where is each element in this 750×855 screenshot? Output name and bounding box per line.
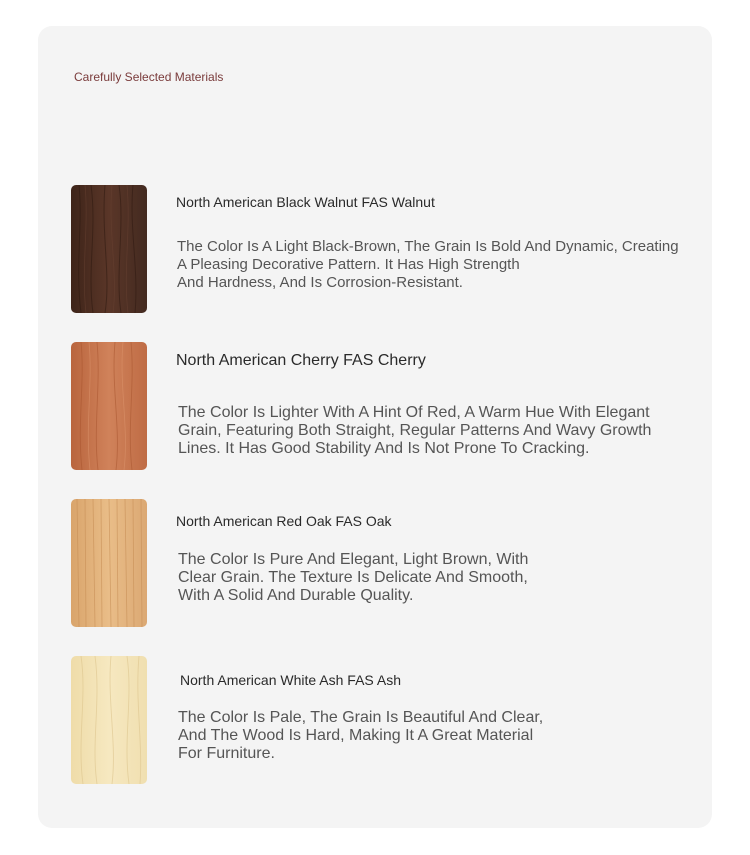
walnut-swatch-image xyxy=(71,185,147,313)
section-title: Carefully Selected Materials xyxy=(74,70,224,84)
white-ash-name: North American White Ash FAS Ash xyxy=(180,672,401,688)
red-oak-description: The Color Is Pure And Elegant, Light Brown, With Clear Grain. The Texture Is Delicate And Smooth, With A Solid And Durable Quality. xyxy=(178,551,529,604)
walnut-name: North American Black Walnut FAS Walnut xyxy=(176,194,435,210)
white-ash-description: The Color Is Pale, The Grain Is Beautiful And Clear, And The Wood Is Hard, Making It A Great Material For Furniture. xyxy=(178,709,544,762)
walnut-description: The Color Is A Light Black-Brown, The Grain Is Bold And Dynamic, Creating A Pleasing Decorative Pattern. It Has High Strength And Hardness, And Is Corrosion-Resistant. xyxy=(177,238,679,291)
white-ash-swatch-image xyxy=(71,656,147,784)
cherry-swatch-image xyxy=(71,342,147,470)
red-oak-swatch-image xyxy=(71,499,147,627)
cherry-name: North American Cherry FAS Cherry xyxy=(176,352,426,369)
cherry-description: The Color Is Lighter With A Hint Of Red, A Warm Hue With Elegant Grain, Featuring Both Straight, Regular Patterns And Wavy Growth Lines. It Has Good Stability And Is Not Prone To Cracking. xyxy=(178,404,652,457)
red-oak-name: North American Red Oak FAS Oak xyxy=(176,513,392,529)
